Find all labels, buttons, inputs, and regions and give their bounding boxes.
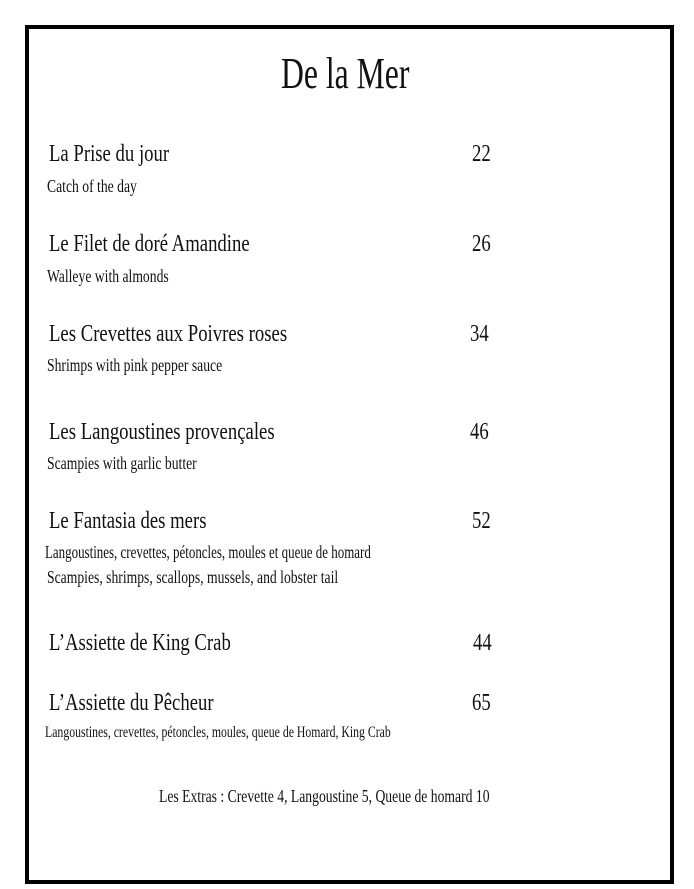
- item-price: 34: [470, 321, 489, 347]
- item-price: 26: [472, 231, 491, 257]
- item-desc: Langoustines, crevettes, pétoncles, moules, queue de Homard, King Crab: [45, 724, 391, 741]
- item-name: Les Crevettes aux Poivres roses: [49, 321, 288, 347]
- extras-note: Les Extras : Crevette 4, Langoustine 5, Queue de homard 10: [159, 786, 490, 806]
- item-desc: Walleye with almonds: [47, 266, 169, 286]
- item-name: Le Filet de doré Amandine: [49, 231, 250, 257]
- page-title: De la Mer: [281, 49, 410, 98]
- item-price: 44: [473, 630, 492, 656]
- item-price: 46: [470, 419, 489, 445]
- item-name: Les Langoustines provençales: [49, 419, 275, 445]
- item-name: La Prise du jour: [49, 141, 170, 167]
- item-desc: Shrimps with pink pepper sauce: [47, 355, 223, 375]
- item-name: L’Assiette de King Crab: [49, 630, 231, 656]
- item-desc: Langoustines, crevettes, pétoncles, moules et queue de homard: [45, 542, 371, 562]
- item-price: 52: [472, 508, 491, 534]
- item-price: 22: [472, 141, 491, 167]
- item-name: Le Fantasia des mers: [49, 508, 207, 534]
- item-name: L’Assiette du Pêcheur: [49, 690, 214, 716]
- item-price: 65: [472, 690, 491, 716]
- item-desc: Catch of the day: [47, 176, 137, 196]
- item-desc: Scampies with garlic butter: [47, 453, 197, 473]
- item-desc: Scampies, shrimps, scallops, mussels, and lobster tail: [47, 567, 339, 587]
